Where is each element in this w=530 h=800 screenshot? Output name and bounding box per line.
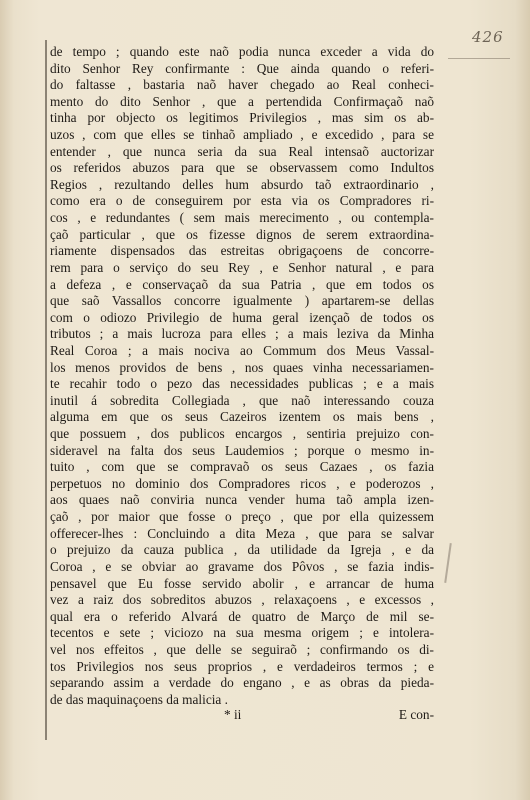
text-line: como era o de conseguirem por esta via os Compradores ri-	[50, 193, 434, 209]
text-line: çaõ particular , que os fizesse dignos de serem extraordina-	[50, 226, 434, 242]
text-line: riamente dispensados das estreitas obrigaçoens de concorre-	[50, 243, 434, 259]
text-line: a defeza , e conservaçaõ da sua Patria , que em todos os	[50, 276, 434, 292]
page-footer	[50, 707, 434, 727]
text-line: Real Coroa ; a mais nociva ao Commum dos Meus Vassal-	[50, 342, 434, 358]
text-line: com o odiozo Privilegio de huma geral izençaõ de todos os	[50, 309, 434, 325]
text-line: tecentos e sete ; viciozo na sua mesma origem ; e intolera-	[50, 625, 434, 641]
text-line: te recahir todo o pezo das necessidades publicas ; e a mais	[50, 376, 434, 392]
text-line: que saõ Vassallos concorre igualmente ) apartarem-se dellas	[50, 293, 434, 309]
text-line: aos quaes naõ conviria nunca vender huma taõ ampla izen-	[50, 492, 434, 508]
body-text	[50, 44, 434, 708]
text-line: çaõ , por maior que fosse o preço , que por ella quizessem	[50, 509, 434, 525]
margin-pen-mark	[444, 543, 452, 583]
text-line: vel nos effeitos , que delle se seguiraõ ; confirmando os di-	[50, 641, 434, 657]
text-line: de tempo ; quando este naõ podia nunca exceder a vida do	[50, 44, 434, 59]
text-line: do faltasse , bastaria naõ haver chegado ao Real conheci-	[50, 77, 434, 93]
text-line: entender , que nunca seria da sua Real intensaõ auctorizar	[50, 143, 434, 159]
text-line: o prejuizo da cauza publica , da utilidade da Igreja , e da	[50, 542, 434, 558]
folio-number: 426	[472, 28, 504, 46]
catchword: E con-	[398, 707, 434, 722]
signature-mark: * ii	[224, 707, 242, 722]
text-line: sideravel na falta dos seus Laudemios ; porque o mesmo in-	[50, 442, 434, 458]
text-line: mento do dito Senhor , que a pertendida Confirmaçaõ naõ	[50, 93, 434, 109]
text-line: los menos providos de bens , nos quaes vinha necessariamen-	[50, 359, 434, 375]
text-line: tributos ; a mais lucroza para elles ; a mais leziva da Minha	[50, 326, 434, 342]
text-line: vez a raiz dos sobreditos abuzos , relaxaçoens , e excessos ,	[50, 592, 434, 608]
text-line: que possuem , dos publicos encargos , sentiria prejuizo con-	[50, 426, 434, 442]
text-line: rem para o serviço do seu Rey , e Senhor natural , e para	[50, 259, 434, 275]
text-line: tinha por objecto os legitimos Privilegios , mas sim os ab-	[50, 110, 434, 126]
text-line: alguma em que os seus Cazeiros izentem os mais bens ,	[50, 409, 434, 425]
text-line: perpetuos no dominio dos Compradores ricos , e poderozos ,	[50, 475, 434, 491]
text-line: dito Senhor Rey confirmante : Que ainda quando o referi-	[50, 60, 434, 76]
text-line: de das maquinaçoens da malicia .	[50, 691, 228, 707]
text-line: Coroa , e se obviar ao gravame dos Pôvos , se fazia indis-	[50, 558, 434, 574]
text-line: inutil á sobredita Collegiada , que naõ interessando couza	[50, 392, 434, 408]
text-line: tuito , com que se compravaõ os seus Cazaes , os fazia	[50, 459, 434, 475]
text-line: Regios , rezultando delles hum absurdo taõ extraordinario ,	[50, 176, 434, 192]
text-line: qual era o referido Alvará de quatro de Março de mil se-	[50, 608, 434, 624]
text-line: cos , e redundantes ( sem mais merecimento , ou contempla-	[50, 210, 434, 226]
margin-rule	[45, 40, 47, 740]
text-line: tos Privilegios nos seus proprios , e verdadeiros termos ; e	[50, 658, 434, 674]
folio-underline	[448, 58, 510, 59]
text-line: os referidos abuzos para que se observassem como Indultos	[50, 160, 434, 176]
text-line: uzos , com que elles se tinhaõ ampliado , e excedido , para se	[50, 127, 434, 143]
text-line: pensavel que Eu fosse servido abolir , e arrancar de huma	[50, 575, 434, 591]
text-line: separando assim a verdade do engano , e as obras da pieda-	[50, 675, 434, 691]
text-line: offerecer-lhes : Concluindo a dita Meza , que para se salvar	[50, 525, 434, 541]
